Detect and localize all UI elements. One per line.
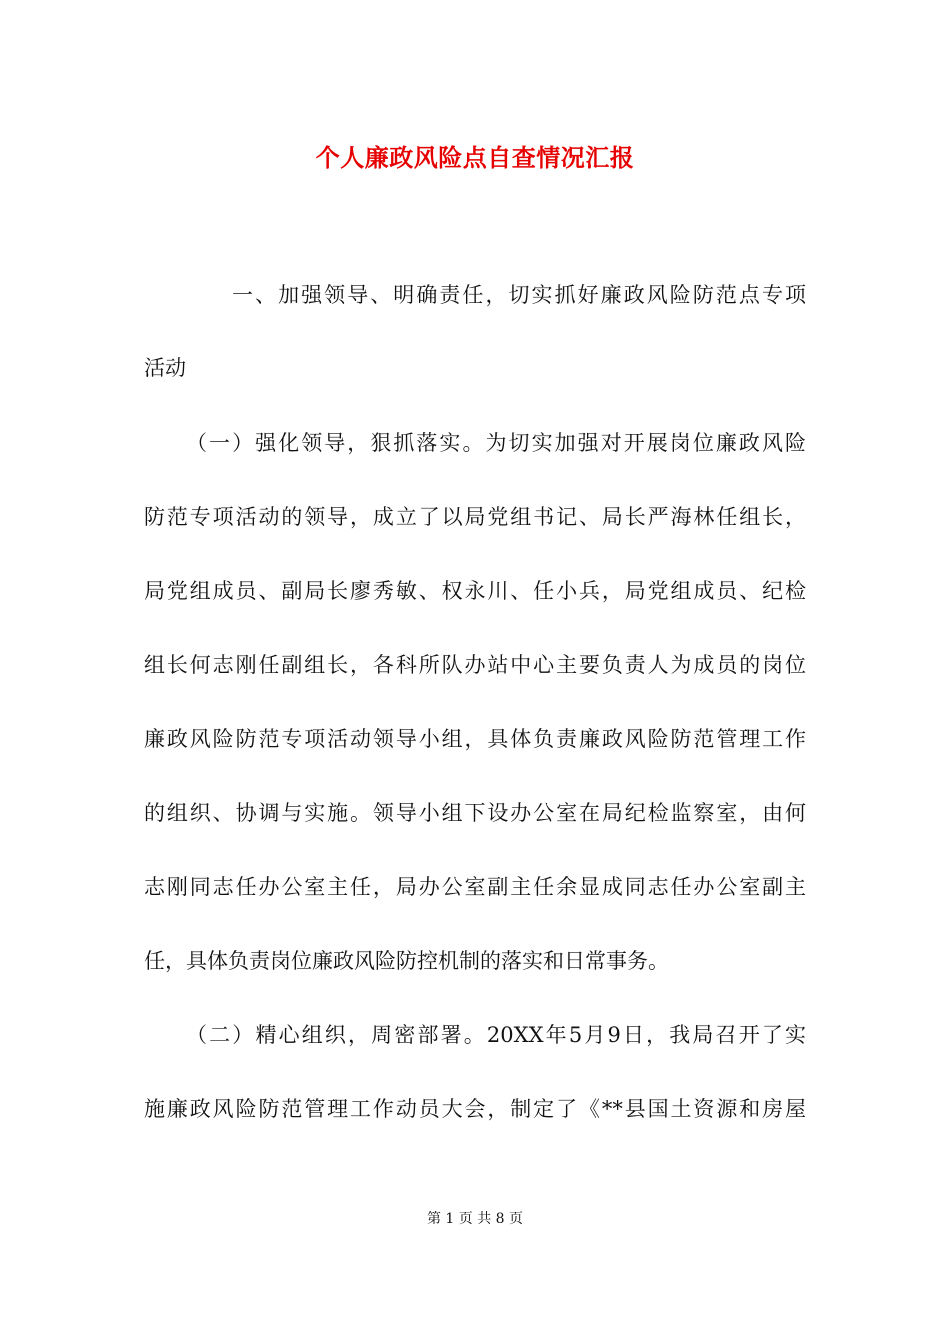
- body-line: 防范专项活动的领导，成立了以局党组书记、局长严海林任组长，: [144, 505, 806, 529]
- body-line: （一）强化领导，狠抓落实。为切实加强对开展岗位廉政风险: [186, 431, 806, 455]
- body-line: 志刚同志任办公室主任，局办公室副主任余显成同志任办公室副主: [144, 875, 806, 899]
- page-number-footer: 第 1 页 共 8 页: [426, 1211, 524, 1227]
- body-line: 任，具体负责岗位廉政风险防控机制的落实和日常事务。: [144, 949, 669, 973]
- document-title: 个人廉政风险点自查情况汇报: [315, 143, 635, 172]
- body-line: 活动: [144, 356, 186, 380]
- body-line: 的组织、协调与实施。领导小组下设办公室在局纪检监察室，由何: [144, 801, 806, 825]
- body-line: 施廉政风险防范管理工作动员大会，制定了《**县国土资源和房屋: [144, 1097, 806, 1121]
- body-line: （二）精心组织，周密部署。20XX年5月9日，我局召开了实: [186, 1023, 806, 1047]
- body-line: 廉政风险防范专项活动领导小组，具体负责廉政风险防范管理工作: [144, 727, 806, 751]
- body-line: 组长何志刚任副组长，各科所队办站中心主要负责人为成员的岗位: [144, 653, 806, 677]
- body-line: 局党组成员、副局长廖秀敏、权永川、任小兵，局党组成员、纪检: [144, 579, 806, 603]
- body-line: 一、加强领导、明确责任，切实抓好廉政风险防范点专项: [232, 283, 806, 307]
